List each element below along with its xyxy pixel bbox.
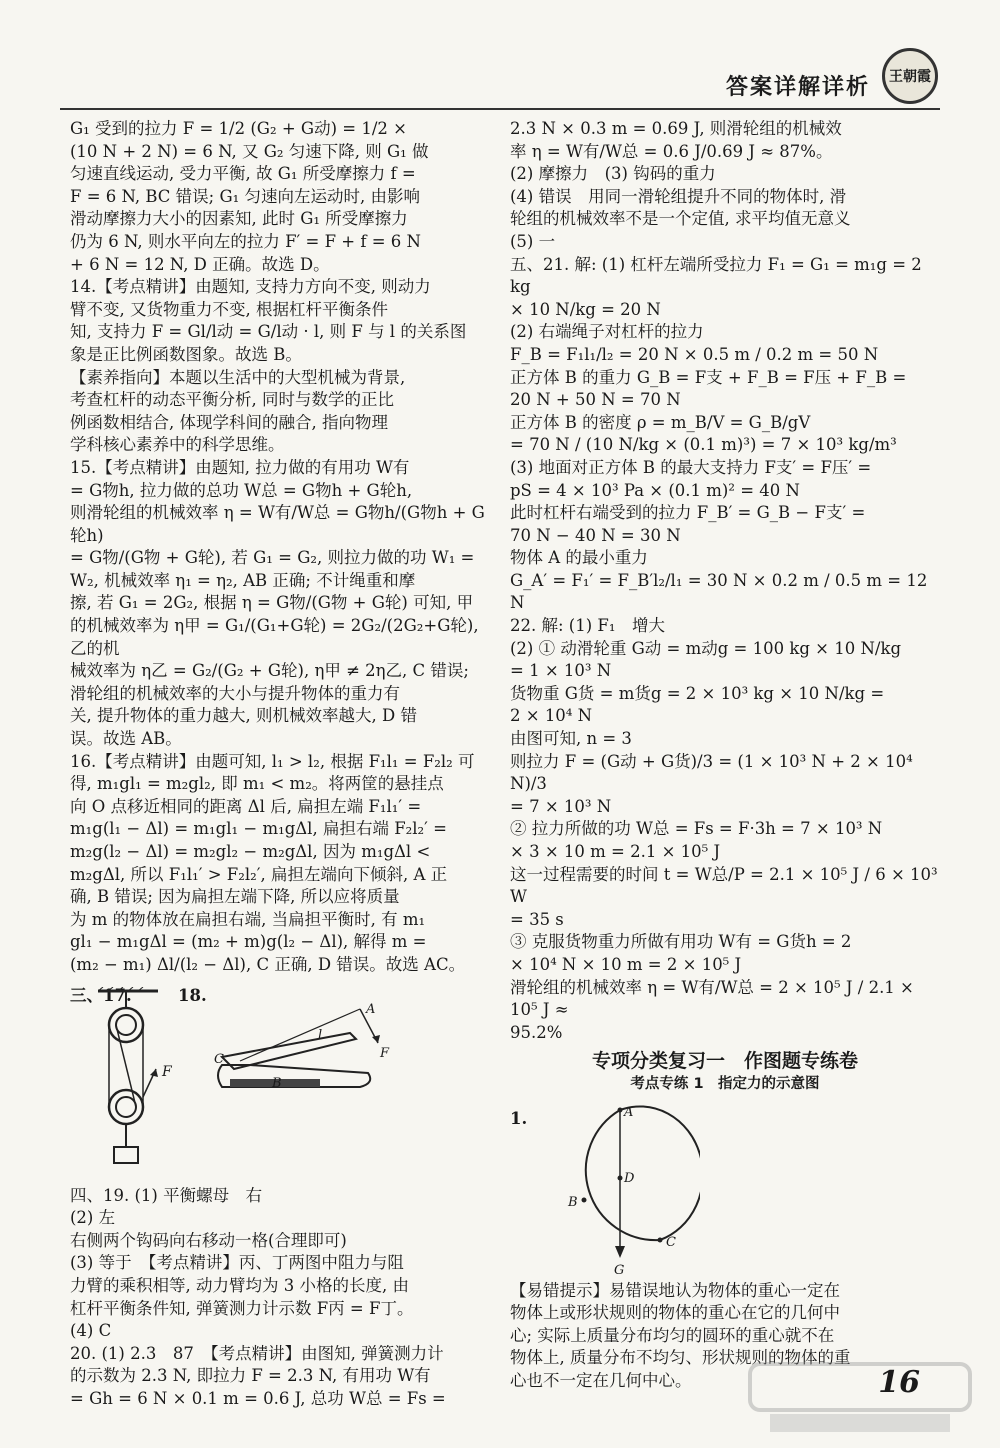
q1-label-D: D bbox=[624, 1170, 635, 1186]
left2-line: (4) C bbox=[70, 1321, 112, 1341]
right-line: 22. 解: (1) F₁ 增大 bbox=[510, 616, 665, 636]
header-rule bbox=[60, 108, 940, 110]
right2-line: 心也不一定在几何中心。 bbox=[510, 1370, 692, 1390]
right-line: 五、21. 解: (1) 杠杆左端所受拉力 F₁ = G₁ = m₁g = 2 kg bbox=[510, 254, 922, 297]
left-line: 仍为 6 N, 则水平向左的拉力 F′ = F + f = 6 N bbox=[70, 231, 421, 251]
q18-label-B: B bbox=[272, 1075, 282, 1091]
left2-line: 20. (1) 2.3 87 【考点精讲】由图知, 弹簧测力计 bbox=[70, 1343, 444, 1363]
q1-label-C: C bbox=[666, 1234, 676, 1250]
left-line: 的机械效率为 η甲 = G₁/(G₁+G轮) = 2G₂/(2G₂+G轮), 乙的机 bbox=[70, 616, 479, 658]
left-line: 滑动摩擦力大小的因素知, 此时 G₁ 所受摩擦力 bbox=[70, 209, 408, 229]
q18-label: 18. bbox=[178, 985, 207, 1005]
left-line: m₁g(l₁ − Δl) = m₁gl₁ − m₁gΔl, 扁担右端 F₂l₂′ = bbox=[70, 819, 447, 839]
right-line: ② 拉力所做的功 W总 = Fs = F·3h = 7 × 10³ N bbox=[510, 819, 883, 839]
right-line: = 7 × 10³ N bbox=[510, 796, 612, 816]
right-line: 轮组的机械效率不是一个定值, 求平均值无意义 bbox=[510, 209, 851, 229]
q1-label-B: B bbox=[568, 1194, 578, 1210]
right-line: 此时杠杆右端受到的拉力 F_B′ = G_B − F支′ = bbox=[510, 503, 866, 523]
right-line: (3) 地面对正方体 B 的最大支持力 F支′ = F压′ = bbox=[510, 457, 872, 477]
left-line: 则滑轮组的机械效率 η = W有/W总 = G物h/(G物h + G轮h) bbox=[70, 503, 485, 545]
left-line: 考查杠杆的动态平衡分析, 同时与数学的正比 bbox=[70, 390, 394, 410]
right-line: ③ 克服货物重力所做有用功 W有 = G货h = 2 bbox=[510, 932, 852, 952]
left2-line: (2) 左 bbox=[70, 1208, 116, 1228]
left-line: 臂不变, 又货物重力不变, 根据杠杆平衡条件 bbox=[70, 299, 388, 319]
logo-badge bbox=[882, 48, 938, 104]
right-line: G_A′ = F₁′ = F_B′l₂/l₁ = 30 N × 0.2 m / 0.5 m = 12 N bbox=[510, 570, 928, 613]
q1-label-G: G bbox=[614, 1262, 625, 1278]
right-line: × 10 N/kg = 20 N bbox=[510, 299, 661, 319]
left-line: m₂gΔl, 所以 F₁l₁′ > F₂l₂′, 扁担左端向下倾斜, A 正 bbox=[70, 864, 448, 884]
page-number: 16 bbox=[878, 1365, 920, 1400]
left-line: W₂, 机械效率 η₁ = η₂, AB 正确; 不计绳重和摩 bbox=[70, 570, 416, 590]
right-line: pS = 4 × 10³ Pa × (0.1 m)² = 40 N bbox=[510, 480, 800, 500]
section-title: 专项分类复习一 作图题专练卷 bbox=[591, 1050, 858, 1073]
left-line: 为 m 的物体放在扁担右端, 当扁担平衡时, 有 m₁ bbox=[70, 909, 426, 929]
right-line: (4) 错误 用同一滑轮组提升不同的物体时, 滑 bbox=[510, 186, 847, 206]
right-line: 70 N − 40 N = 30 N bbox=[510, 525, 681, 545]
right-line: F_B = F₁l₁/l₂ = 20 N × 0.5 m / 0.2 m = 50 N bbox=[510, 344, 879, 364]
logo-text: 王朝霞 bbox=[889, 69, 931, 85]
right2-line: 物体上或形状规则的物体的重心在它的几何中 bbox=[510, 1303, 840, 1323]
left2-line: 的示数为 2.3 N, 即拉力 F = 2.3 N, 有用功 W有 bbox=[70, 1366, 431, 1386]
right-line: (5) 一 bbox=[510, 231, 556, 251]
left-line: 擦, 若 G₁ = 2G₂, 根据 η = G物/(G物 + G轮) 可知, 甲 bbox=[70, 593, 474, 613]
left-line: gl₁ − m₁gΔl = (m₂ + m)g(l₂ − Δl), 解得 m = bbox=[70, 932, 427, 952]
right-line: = 1 × 10³ N bbox=[510, 661, 612, 681]
left-line: = G物/(G物 + G轮), 若 G₁ = G₂, 则拉力做的功 W₁ = bbox=[70, 548, 475, 568]
header-title: 答案详解详析 bbox=[725, 75, 870, 100]
right-line: 滑轮组的机械效率 η = W有/W总 = 2 × 10⁵ J / 2.1 × 10⁵ J ≈ bbox=[510, 977, 914, 1020]
figure-row-17-18 bbox=[70, 985, 490, 1185]
left-line: 误。故选 AB。 bbox=[70, 729, 182, 749]
right-line: 2.3 N × 0.3 m = 0.69 J, 则滑轮组的机械效 bbox=[510, 119, 842, 138]
left-line: (m₂ − m₁) Δl/(l₂ − Δl), C 正确, D 错误。故选 AC。 bbox=[70, 954, 466, 974]
right-column bbox=[510, 118, 940, 1393]
left-line: 15.【考点精讲】由题知, 拉力做的有用功 W有 bbox=[70, 457, 410, 477]
right2-line: 心; 实际上质量分布均匀的圆环的重心就不在 bbox=[510, 1325, 835, 1345]
left-line: 滑轮组的机械效率的大小与提升物体的重力有 bbox=[70, 683, 400, 703]
left2-line: 力臂的乘积相等, 动力臂均为 3 小格的长度, 由 bbox=[70, 1275, 409, 1295]
right-line: × 3 × 10 m = 2.1 × 10⁵ J bbox=[510, 842, 721, 861]
q18-label-l: l bbox=[318, 1027, 323, 1043]
left-line: 知, 支持力 F = Gl/l动 = G/l动 · l, 则 F 与 l 的关系图 bbox=[70, 322, 467, 342]
left2-line: 右侧两个钩码向右移动一格(合理即可) bbox=[70, 1230, 347, 1250]
left-line: + 6 N = 12 N, D 正确。故选 D。 bbox=[70, 254, 330, 274]
right-line: 由图可知, n = 3 bbox=[510, 729, 632, 749]
right-line: 正方体 B 的密度 ρ = m_B/V = G_B/gV bbox=[510, 412, 811, 432]
right-line: 物体 A 的最小重力 bbox=[510, 548, 648, 568]
q17-label: 三、17. bbox=[70, 985, 132, 1005]
left-line: = G物h, 拉力做的总功 W总 = G物h + G轮h, bbox=[70, 480, 413, 500]
q18-label-A: A bbox=[366, 1001, 376, 1017]
left-text-block bbox=[70, 118, 490, 977]
q1-label: 1. bbox=[510, 1108, 528, 1128]
right-line: 20 N + 50 N = 70 N bbox=[510, 390, 681, 410]
left-line: 向 O 点移近相同的距离 Δl 后, 扁担左端 F₁l₁′ = bbox=[70, 796, 422, 816]
q18-label-F: F bbox=[380, 1045, 390, 1061]
right-line: 货物重 G货 = m货g = 2 × 10³ kg × 10 N/kg = bbox=[510, 683, 885, 703]
right-line: 2 × 10⁴ N bbox=[510, 706, 593, 726]
left-column bbox=[70, 118, 490, 1411]
right-line: (2) ① 动滑轮重 G动 = m动g = 100 kg × 10 N/kg bbox=[510, 638, 902, 658]
right2-line: 物体上, 质量分布不均匀、形状规则的物体的重 bbox=[510, 1348, 851, 1368]
left-line: G₁ 受到的拉力 F = 1/2 (G₂ + G动) = 1/2 × bbox=[70, 119, 407, 138]
left-line: F = 6 N, BC 错误; G₁ 匀速向左运动时, 由影响 bbox=[70, 186, 421, 206]
right-line: (2) 摩擦力 (3) 钩码的重力 bbox=[510, 164, 716, 184]
left-line: 得, m₁gl₁ = m₂gl₂, 即 m₁ < m₂。将两筐的悬挂点 bbox=[70, 774, 444, 794]
right-line: 正方体 B 的重力 G_B = F支 + F_B = F压 + F_B = bbox=[510, 367, 907, 387]
right-line: 则拉力 F = (G动 + G货)/3 = (1 × 10³ N + 2 × 10⁴ N)/3 bbox=[510, 751, 913, 794]
q1-label-A: A bbox=[624, 1104, 634, 1120]
left2-line: 四、19. (1) 平衡螺母 右 bbox=[70, 1185, 263, 1205]
right-line: = 70 N / (10 N/kg × (0.1 m)³) = 7 × 10³ kg/m³ bbox=[510, 435, 897, 455]
right-line: 这一过程需要的时间 t = W总/P = 2.1 × 10⁵ J / 6 × 10³ W bbox=[510, 864, 938, 907]
left2-line: (3) 等于 【考点精讲】丙、丁两图中阻力与阻 bbox=[70, 1253, 404, 1273]
right-line: × 10⁴ N × 10 m = 2 × 10⁵ J bbox=[510, 954, 742, 974]
page-header bbox=[0, 0, 1000, 110]
figure-row-1 bbox=[510, 1100, 940, 1280]
right-line: (2) 右端绳子对杠杆的拉力 bbox=[510, 322, 704, 342]
left-line: 【素养指向】本题以生活中的大型机械为背景, bbox=[70, 367, 406, 387]
right-line: 率 η = W有/W总 = 0.6 J/0.69 J ≈ 87%。 bbox=[510, 141, 833, 161]
left-line: 14.【考点精讲】由题知, 支持力方向不变, 则动力 bbox=[70, 277, 431, 297]
right2-line: 【易错提示】易错误地认为物体的重心一定在 bbox=[510, 1280, 840, 1300]
left-line: 确, B 错误; 因为扁担左端下降, 所以应将质量 bbox=[70, 887, 400, 907]
left-line: 学科核心素养中的科学思维。 bbox=[70, 435, 285, 455]
q18-label-C: C bbox=[214, 1051, 224, 1067]
right-text-block bbox=[510, 118, 940, 1044]
watermark bbox=[740, 1358, 980, 1438]
right-line: 95.2% bbox=[510, 1022, 563, 1042]
left2-line: 杠杆平衡条件知, 弹簧测力计示数 F丙 = F丁。 bbox=[70, 1298, 414, 1318]
section-subtitle: 考点专练 1 指定力的示意图 bbox=[630, 1075, 820, 1092]
q17-force-label: F bbox=[162, 1063, 172, 1080]
right-line: = 35 s bbox=[510, 909, 564, 929]
left-line: 16.【考点精讲】由题可知, l₁ > l₂, 根据 F₁l₁ = F₂l₂ 可 bbox=[70, 751, 475, 771]
left-line: 例函数相结合, 体现学科间的融合, 指向物理 bbox=[70, 412, 388, 432]
left-line: 象是正比例函数图象。故选 B。 bbox=[70, 344, 302, 364]
left-text-block-2 bbox=[70, 1185, 490, 1411]
left-line: 匀速直线运动, 受力平衡, 故 G₁ 所受摩擦力 f = bbox=[70, 164, 416, 184]
left-line: 械效率为 η乙 = G₂/(G₂ + G轮), η甲 ≠ 2η乙, C 错误; bbox=[70, 661, 469, 681]
left-line: 关, 提升物体的重力越大, 则机械效率越大, D 错 bbox=[70, 706, 417, 726]
left-line: m₂g(l₂ − Δl) = m₂gl₂ − m₂gΔl, 因为 m₁gΔl < bbox=[70, 842, 431, 861]
left-line: (10 N + 2 N) = 6 N, 又 G₂ 匀速下降, 则 G₁ 做 bbox=[70, 141, 429, 161]
left2-line: = Gh = 6 N × 0.1 m = 0.6 J, 总功 W总 = Fs = bbox=[70, 1388, 446, 1408]
